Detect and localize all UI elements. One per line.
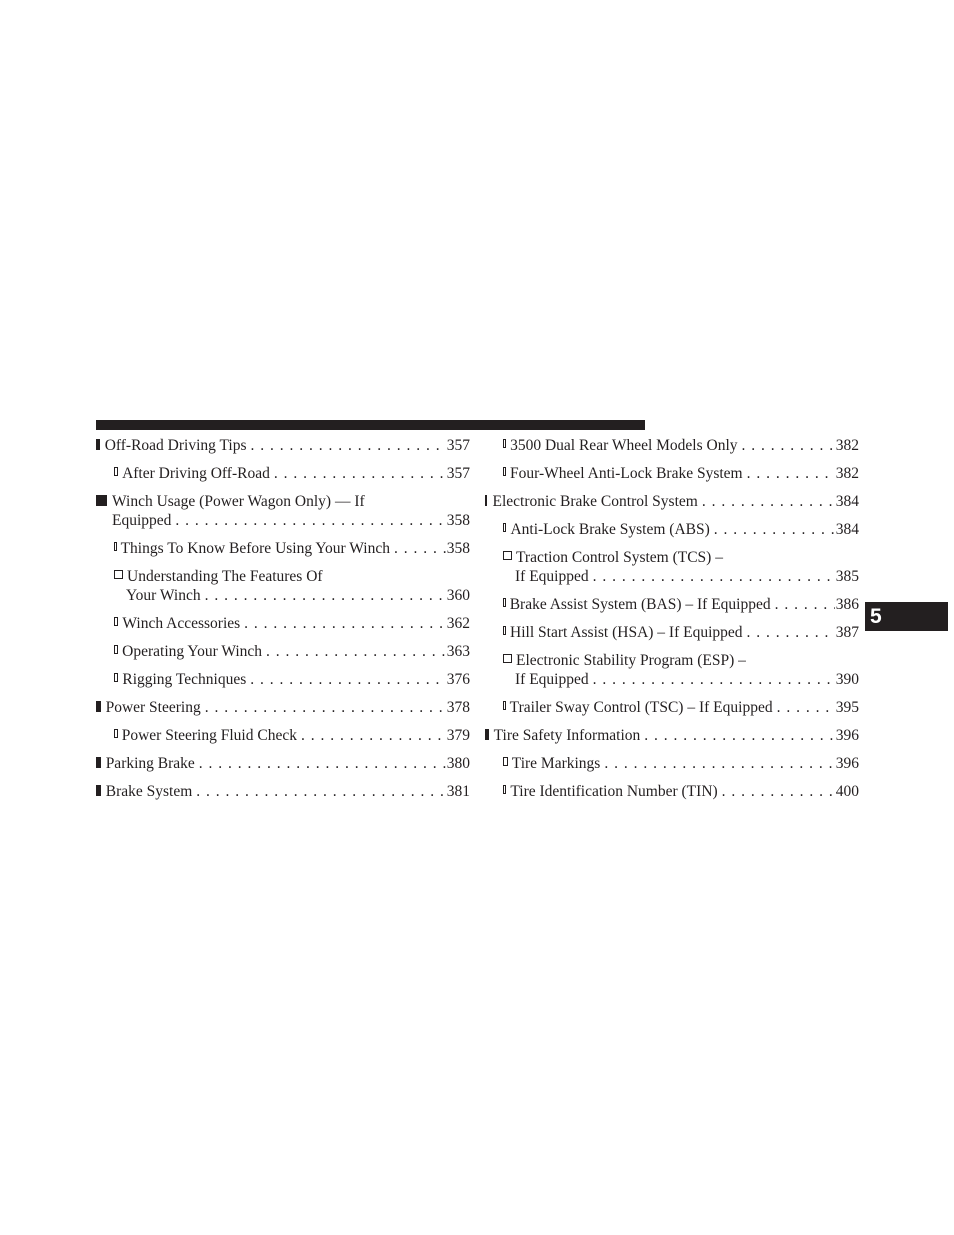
toc-subentry[interactable] xyxy=(96,464,470,483)
toc-entry-title: Brake System xyxy=(105,783,193,800)
hollow-square-bullet-icon xyxy=(114,617,118,626)
filled-square-bullet-icon xyxy=(485,729,489,740)
toc-subentry[interactable] xyxy=(96,614,470,633)
dot-leader xyxy=(600,754,835,773)
hollow-square-bullet-icon xyxy=(503,654,512,663)
toc-page-number: 400 xyxy=(835,783,859,800)
toc-entry-title: Electronic Stability Program (ESP) – xyxy=(516,652,746,669)
toc-entry-title: Anti-Lock Brake System (ABS) xyxy=(510,521,710,538)
toc-page-number: 358 xyxy=(446,540,470,557)
toc-left-column xyxy=(96,436,470,810)
filled-square-bullet-icon xyxy=(96,757,101,768)
toc-subentry[interactable] xyxy=(485,623,859,642)
dot-leader xyxy=(247,436,446,455)
toc-entry-title: Four-Wheel Anti-Lock Brake System xyxy=(510,465,743,482)
toc-page-number: 396 xyxy=(835,727,859,744)
toc-page-number: 382 xyxy=(835,437,859,454)
toc-entry-title: Power Steering xyxy=(105,699,201,716)
toc-page-number: 360 xyxy=(446,587,470,604)
hollow-square-bullet-icon xyxy=(503,701,506,710)
toc-entry-title: Tire Identification Number (TIN) xyxy=(510,783,718,800)
dot-leader xyxy=(262,642,446,661)
toc-page-number: 357 xyxy=(446,437,470,454)
toc-entry-title: If Equipped xyxy=(515,671,589,688)
toc-subentry[interactable] xyxy=(485,595,859,614)
dot-leader xyxy=(718,782,835,801)
toc-subentry[interactable] xyxy=(485,436,859,455)
toc-entry-title: Electronic Brake Control System xyxy=(492,493,698,510)
hollow-square-bullet-icon xyxy=(503,467,506,476)
toc-subentry[interactable] xyxy=(485,651,859,689)
dot-leader xyxy=(710,520,835,539)
dot-leader xyxy=(297,726,446,745)
filled-square-bullet-icon xyxy=(96,785,101,796)
dot-leader xyxy=(589,670,835,689)
dot-leader xyxy=(743,464,835,483)
hollow-square-bullet-icon xyxy=(503,439,506,448)
dot-leader xyxy=(589,567,835,586)
toc-page-number: 390 xyxy=(835,671,859,688)
toc-entry-title: Tire Safety Information xyxy=(493,727,641,744)
hollow-square-bullet-icon xyxy=(503,757,508,766)
toc-page-number: 396 xyxy=(835,755,859,772)
hollow-square-bullet-icon xyxy=(503,785,506,794)
toc-entry[interactable] xyxy=(96,436,470,455)
toc-page-number: 380 xyxy=(446,755,470,772)
dot-leader xyxy=(270,464,446,483)
toc-entry-title: Tire Markings xyxy=(511,755,601,772)
filled-square-bullet-icon xyxy=(96,495,107,506)
filled-square-bullet-icon xyxy=(96,439,100,450)
toc-entry-title: Traction Control System (TCS) – xyxy=(516,549,723,566)
hollow-square-bullet-icon xyxy=(503,523,506,532)
toc-entry-title: Things To Know Before Using Your Winch xyxy=(120,540,390,557)
toc-entry[interactable] xyxy=(96,492,470,530)
dot-leader xyxy=(771,595,835,614)
toc-entry-title: Winch Usage (Power Wagon Only) — If xyxy=(112,493,365,510)
toc-subentry[interactable] xyxy=(96,539,470,558)
filled-square-bullet-icon xyxy=(96,701,101,712)
toc-page-number: 376 xyxy=(446,671,470,688)
toc-page-number: 381 xyxy=(446,783,470,800)
toc-entry-title: Your Winch xyxy=(126,587,201,604)
dot-leader xyxy=(240,614,446,633)
toc-subentry[interactable] xyxy=(485,782,859,801)
toc-entry-title: Trailer Sway Control (TSC) – If Equipped xyxy=(509,699,773,716)
toc-subentry[interactable] xyxy=(485,698,859,717)
dot-leader xyxy=(640,726,835,745)
dot-leader xyxy=(201,698,446,717)
toc-page-number: 362 xyxy=(446,615,470,632)
toc-subentry[interactable] xyxy=(96,567,470,605)
hollow-square-bullet-icon xyxy=(114,467,118,476)
dot-leader xyxy=(171,511,446,530)
toc-subentry[interactable] xyxy=(96,726,470,745)
dot-leader xyxy=(738,436,835,455)
toc-page-number: 363 xyxy=(446,643,470,660)
toc-entry-title: If Equipped xyxy=(515,568,589,585)
toc-subentry[interactable] xyxy=(485,520,859,539)
dot-leader xyxy=(390,539,446,558)
header-rule xyxy=(96,420,645,430)
toc-subentry[interactable] xyxy=(485,754,859,773)
toc-page-number: 358 xyxy=(446,512,470,529)
toc-entry-title: Equipped xyxy=(112,512,172,529)
toc-page-number: 378 xyxy=(446,699,470,716)
toc-entry-title: Rigging Techniques xyxy=(122,671,247,688)
toc-page-number: 382 xyxy=(835,465,859,482)
dot-leader xyxy=(773,698,835,717)
toc-entry-title: Power Steering Fluid Check xyxy=(121,727,297,744)
toc-page-number: 379 xyxy=(446,727,470,744)
toc-subentry[interactable] xyxy=(485,548,859,586)
toc-entry-title: Operating Your Winch xyxy=(122,643,263,660)
toc-right-column xyxy=(485,436,859,810)
dot-leader xyxy=(192,782,446,801)
toc-subentry[interactable] xyxy=(485,464,859,483)
toc-entry-title: Hill Start Assist (HSA) – If Equipped xyxy=(510,624,743,641)
dot-leader xyxy=(743,623,835,642)
toc-entry-title: Understanding The Features Of xyxy=(127,568,323,585)
toc-entry[interactable] xyxy=(96,698,470,717)
toc-entry-title: Winch Accessories xyxy=(122,615,241,632)
chapter-tab[interactable]: 5 xyxy=(865,602,948,631)
toc-entry-title: Parking Brake xyxy=(105,755,195,772)
hollow-square-bullet-icon xyxy=(503,598,506,607)
toc-entry-title: 3500 Dual Rear Wheel Models Only xyxy=(510,437,738,454)
hollow-square-bullet-icon xyxy=(114,570,123,579)
toc-entry-title: Off-Road Driving Tips xyxy=(104,437,247,454)
hollow-square-bullet-icon xyxy=(114,645,118,654)
dot-leader xyxy=(201,586,446,605)
toc-entry[interactable] xyxy=(96,782,470,801)
hollow-square-bullet-icon xyxy=(114,673,118,682)
toc-page-number: 395 xyxy=(835,699,859,716)
toc-page-number: 386 xyxy=(835,596,859,613)
toc-page-number: 385 xyxy=(835,568,859,585)
toc-entry[interactable] xyxy=(485,492,859,511)
dot-leader xyxy=(698,492,835,511)
toc-page-number: 384 xyxy=(835,493,859,510)
toc-subentry[interactable] xyxy=(96,670,470,689)
hollow-square-bullet-icon xyxy=(114,542,117,551)
toc-subentry[interactable] xyxy=(96,642,470,661)
toc-page-number: 357 xyxy=(446,465,470,482)
toc-page-number: 387 xyxy=(835,624,859,641)
toc-entry[interactable] xyxy=(96,754,470,773)
hollow-square-bullet-icon xyxy=(503,551,512,560)
dot-leader xyxy=(195,754,446,773)
filled-square-bullet-icon xyxy=(485,495,487,506)
hollow-square-bullet-icon xyxy=(114,729,118,738)
toc-entry-title: Brake Assist System (BAS) – If Equipped xyxy=(509,596,771,613)
toc-page-number: 384 xyxy=(835,521,859,538)
toc-entry-title: After Driving Off-Road xyxy=(122,465,270,482)
toc-entry[interactable] xyxy=(485,726,859,745)
dot-leader xyxy=(246,670,446,689)
hollow-square-bullet-icon xyxy=(503,626,506,635)
